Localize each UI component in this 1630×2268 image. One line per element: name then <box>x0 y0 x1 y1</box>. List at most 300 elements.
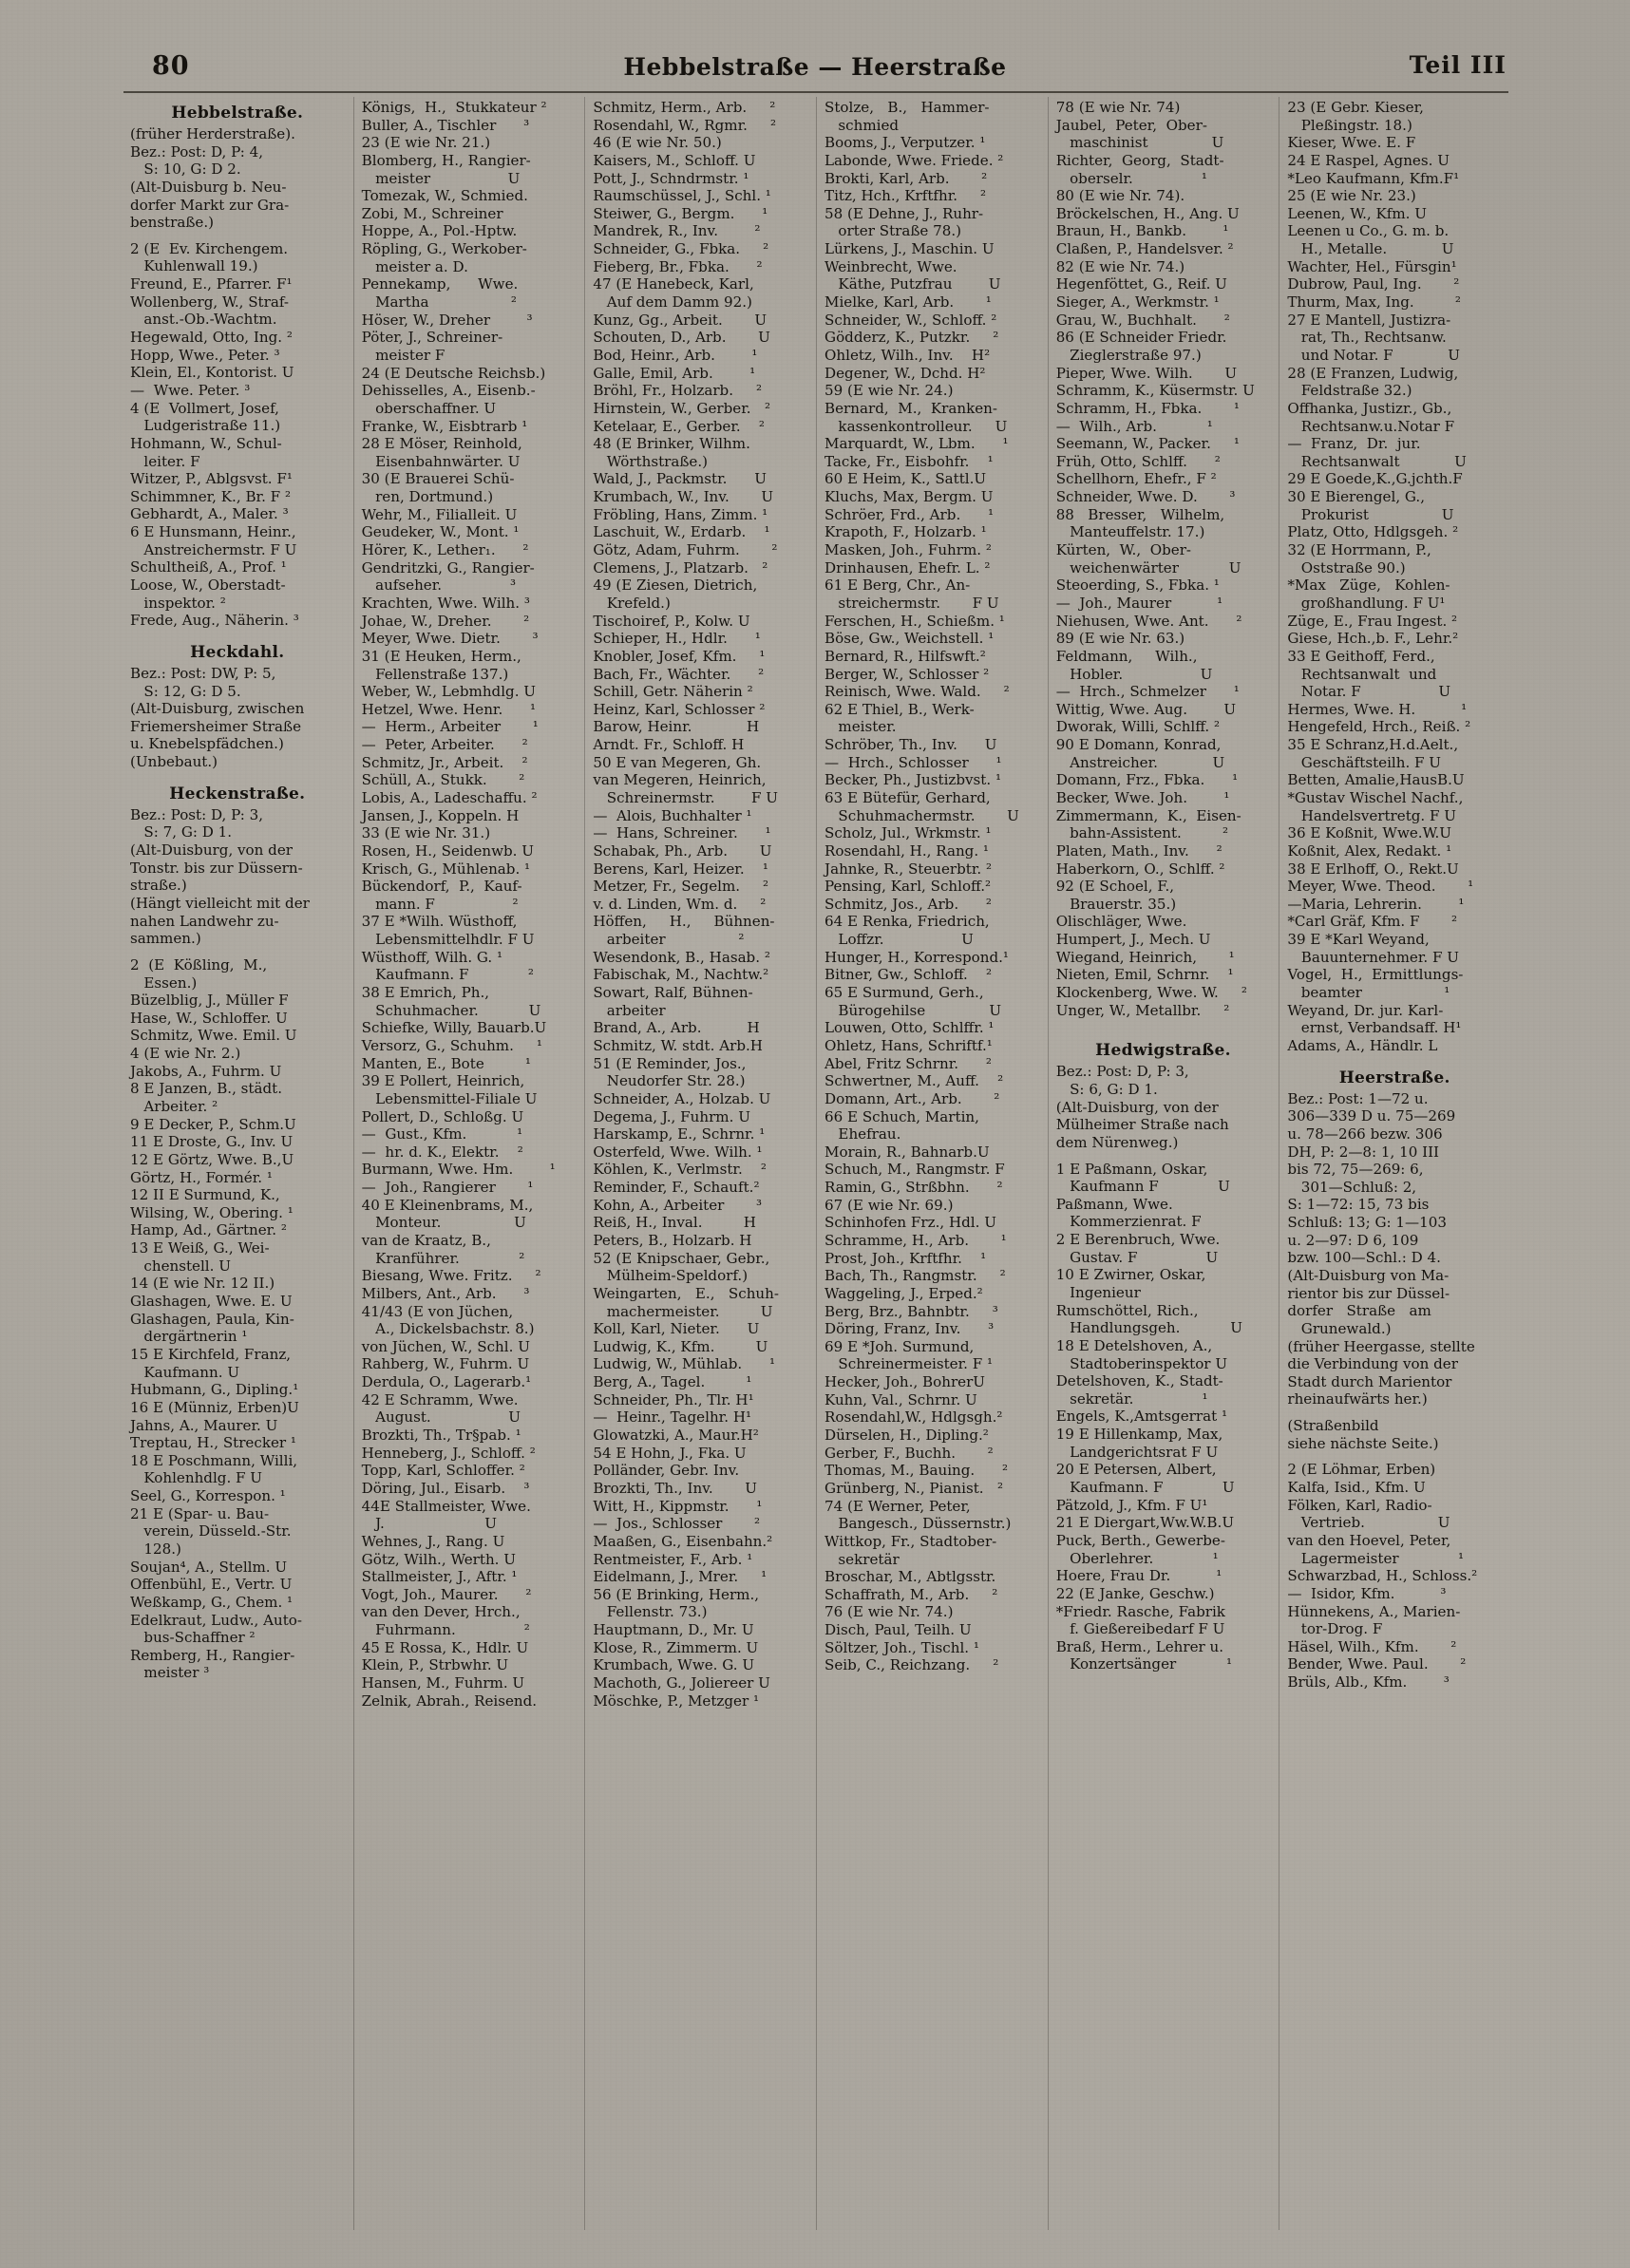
directory-entry: Röpling, G., Werkober- <box>361 240 527 258</box>
directory-entry: van de Kraatz, B., <box>361 1232 491 1249</box>
spacer <box>130 948 345 956</box>
directory-entry: Bauunternehmer. F U <box>1287 948 1459 966</box>
directory-entry: Geudeker, W., Mont. ¹ <box>361 523 520 541</box>
directory-entry: Giese, Hch.,b. F., Lehr.² <box>1287 630 1459 648</box>
directory-entry: Brokti, Karl, Arb. ² <box>824 169 988 187</box>
directory-entry: 50 E van Megeren, Gh. <box>593 753 762 771</box>
directory-entry: 4 (E Vollmert, Josef, <box>130 399 279 417</box>
directory-entry: Lebensmittelhdlr. F U <box>361 931 535 949</box>
directory-column <box>1279 99 1510 2230</box>
directory-entry: Wittig, Wwe. Aug. U <box>1055 700 1237 718</box>
directory-entry: großhandlung. F U¹ <box>1287 594 1446 612</box>
directory-entry: Vertrieb. U <box>1287 1514 1450 1532</box>
directory-entry: Wachter, Hel., Fürsgin¹ <box>1287 257 1457 275</box>
directory-entry: Jaubel, Peter, Ober- <box>1055 116 1207 134</box>
directory-entry: Wiegand, Heinrich, ¹ <box>1055 948 1235 966</box>
directory-entry: streichermstr. F U <box>824 594 999 612</box>
spacer <box>130 630 345 638</box>
directory-entry: anst.-Ob.-Wachtm. <box>130 311 277 329</box>
directory-entry: Betten, Amalie,HausB.U <box>1287 771 1465 789</box>
page-number-left: 80 <box>152 51 190 81</box>
directory-entry: Hopp, Wwe., Peter. ³ <box>130 346 280 364</box>
directory-entry: Detelshoven, K., Stadt- <box>1055 1372 1223 1390</box>
directory-entry: Prokurist U <box>1287 505 1454 523</box>
directory-entry: Bröhl, Fr., Holzarb. ² <box>593 382 763 400</box>
directory-entry: Früh, Otto, Schlff. ² <box>1055 452 1221 470</box>
directory-entry: Osterfeld, Wwe. Wilh. ¹ <box>593 1143 763 1161</box>
directory-entry: Schramm, K., Küsermstr. U <box>1055 382 1255 400</box>
directory-entry: Peters, B., Holzarb. H <box>593 1232 752 1249</box>
directory-column <box>584 99 816 2230</box>
directory-entry: dem Nürenweg.) <box>1055 1133 1179 1151</box>
directory-entry: Gödderz, K., Putzkr. ² <box>824 329 999 347</box>
directory-entry: Maaßen, G., Eisenbahn.² <box>593 1532 773 1550</box>
directory-entry: Schaffrath, M., Arb. ² <box>824 1585 998 1603</box>
directory-entry: Handlungsgeh. U <box>1055 1319 1242 1337</box>
directory-entry: sekretär <box>824 1550 900 1568</box>
spacer <box>1287 1408 1502 1417</box>
directory-entry: Weingarten, E., Schuh- <box>593 1284 779 1302</box>
directory-entry: Manteuffelstr. 17.) <box>1055 523 1205 541</box>
directory-entry: Hamp, Ad., Gärtner. ² <box>130 1221 287 1239</box>
directory-entry: H., Metalle. U <box>1287 240 1454 258</box>
directory-entry: Glowatzki, A., Maur.H² <box>593 1427 759 1445</box>
directory-entry: 15 E Kirchfeld, Franz, <box>130 1345 292 1363</box>
directory-entry: Kuhlenwall 19.) <box>130 257 258 275</box>
directory-entry: Waggeling, J., Erped.² <box>824 1284 983 1302</box>
directory-entry: inspektor. ² <box>130 594 226 612</box>
directory-entry: 51 (E Reminder, Jos., <box>593 1054 747 1072</box>
directory-entry: 58 (E Dehne, J., Ruhr- <box>824 204 984 222</box>
directory-entry: Mülheim-Speldorf.) <box>593 1267 749 1285</box>
directory-entry: (Alt-Duisburg b. Neu- <box>130 178 287 196</box>
directory-column <box>122 99 353 2230</box>
directory-entry: 47 (E Hanebeck, Karl, <box>593 275 754 293</box>
directory-entry: — Wwe. Peter. ³ <box>130 381 251 399</box>
directory-entry: Remberg, H., Rangier- <box>130 1646 295 1664</box>
directory-entry: und Notar. F U <box>1287 346 1460 364</box>
directory-entry: bis 72, 75—269: 6, <box>1287 1161 1424 1179</box>
directory-entry: (Alt-Duisburg, von der <box>130 841 293 860</box>
directory-entry: Schluß: 13; G: 1—103 <box>1287 1214 1447 1232</box>
directory-entry: Rechtsanw.u.Notar F <box>1287 417 1455 435</box>
directory-entry: Pleßingstr. 18.) <box>1287 116 1412 134</box>
directory-entry: Tacke, Fr., Eisbohfr. ¹ <box>824 452 994 470</box>
directory-entry: (Hängt vielleicht mit der <box>130 894 310 912</box>
directory-entry: Kaufmann F U <box>1055 1178 1230 1196</box>
directory-entry: Schneider, Wwe. D. ³ <box>1055 488 1236 506</box>
directory-entry: Soujan⁴, A., Stellm. U <box>130 1558 288 1576</box>
directory-entry: Ramin, G., Strßbhn. ² <box>824 1179 1003 1197</box>
directory-entry: 38 E Emrich, Ph., <box>361 984 490 1002</box>
directory-entry: Böse, Gw., Weichstell. ¹ <box>824 630 995 648</box>
directory-entry: Haberkorn, O., Schlff. ² <box>1055 860 1225 878</box>
directory-entry: Claßen, P., Handelsver. ² <box>1055 240 1234 258</box>
directory-entry: meister F <box>361 346 445 364</box>
directory-entry: Wehr, M., Filialleit. U <box>361 505 518 523</box>
directory-entry: Gebhardt, A., Maler. ³ <box>130 505 289 523</box>
directory-entry: Bod, Heinr., Arb. ¹ <box>593 346 758 364</box>
directory-entry: Vogt, Joh., Maurer. ² <box>361 1585 532 1603</box>
directory-entry: 90 E Domann, Konrad, <box>1055 736 1222 754</box>
directory-entry: Krisch, G., Mühlenab. ¹ <box>361 860 531 878</box>
directory-entry: Grünberg, N., Pianist. ² <box>824 1479 1004 1497</box>
directory-entry: Bach, Fr., Wächter. ² <box>593 665 765 683</box>
directory-entry: Rosendahl, H., Rang. ¹ <box>824 841 989 860</box>
directory-entry: 29 E Goede,K.,G.jchth.F <box>1287 470 1463 488</box>
directory-entry: Berger, W., Schlosser ² <box>824 665 990 683</box>
directory-entry: — Herm., Arbeiter ¹ <box>361 718 539 736</box>
directory-entry: *Gustav Wischel Nachf., <box>1287 788 1464 806</box>
directory-entry: Becker, Wwe. Joh. ¹ <box>1055 788 1230 806</box>
directory-entry: Schouten, D., Arb. U <box>593 329 770 347</box>
directory-entry: Ferschen, H., Schießm. ¹ <box>824 612 1005 630</box>
directory-entry: bahn-Assistent. ² <box>1055 824 1229 842</box>
directory-entry: Thomas, M., Bauing. ² <box>824 1462 1009 1480</box>
directory-entry: Tomezak, W., Schmied. <box>361 187 528 205</box>
header-rule <box>123 91 1508 93</box>
directory-entry: meister ³ <box>130 1664 210 1682</box>
directory-entry: Eidelmann, J., Mrer. ¹ <box>593 1568 768 1586</box>
directory-entry: Bückendorf, P., Kauf- <box>361 878 522 896</box>
directory-entry: Jahns, A., Maurer. U <box>130 1416 278 1434</box>
street-heading: Hedwigstraße. <box>1095 1041 1231 1061</box>
directory-entry: Machoth, G., Joliereer U <box>593 1674 770 1692</box>
directory-entry: 60 E Heim, K., Sattl.U <box>824 470 987 488</box>
directory-entry: Freund, E., Pfarrer. F¹ <box>130 275 293 293</box>
directory-entry: Höffen, H., Bühnen- <box>593 913 775 931</box>
directory-entry: 30 (E Brauerei Schü- <box>361 470 515 488</box>
directory-entry: Hengefeld, Hrch., Reiß. ² <box>1287 718 1471 736</box>
directory-entry: 28 (E Franzen, Ludwig, <box>1287 364 1459 382</box>
directory-entry: Brauerstr. 35.) <box>1055 895 1177 913</box>
directory-entry: 61 E Berg, Chr., An- <box>824 576 971 595</box>
directory-entry: 2 (E Kößling, M., <box>130 955 268 973</box>
directory-entry: Masken, Joh., Fuhrm. ² <box>824 541 992 559</box>
directory-entry: Prost, Joh., Krftfhr. ¹ <box>824 1249 987 1267</box>
directory-entry: Vogel, H., Ermittlungs- <box>1287 966 1464 984</box>
directory-entry: Döring, Franz, Inv. ³ <box>824 1320 995 1338</box>
directory-entry: Pollert, D., Schloßg. U <box>361 1107 524 1125</box>
directory-entry: Gerber, F., Buchh. ² <box>824 1444 994 1462</box>
directory-entry: 2 (E Löhmar, Erben) <box>1287 1461 1436 1479</box>
directory-entry: Käthe, Putzfrau U <box>824 275 1001 293</box>
directory-entry: Kohn, A., Arbeiter ³ <box>593 1196 763 1214</box>
directory-entry: Köhlen, K., Verlmstr. ² <box>593 1161 767 1179</box>
directory-entry: Schneider, A., Holzab. U <box>593 1089 771 1107</box>
directory-entry: Rosendahl,W., Hdlgsgh.² <box>824 1408 1003 1427</box>
directory-entry: Fabischak, M., Nachtw.² <box>593 966 769 984</box>
directory-entry: Handelsvertretg. F U <box>1287 806 1457 824</box>
directory-entry: Götz, Adam, Fuhrm. ² <box>593 541 778 559</box>
directory-entry: Witzer, P., Ablgsvst. F¹ <box>130 470 293 488</box>
directory-entry: Hörer, K., Lether₁. ² <box>361 541 529 559</box>
directory-entry: Kluchs, Max, Bergm. U <box>824 488 994 506</box>
directory-entry: (Alt-Duisburg von Ma- <box>1287 1266 1450 1284</box>
directory-entry: v. d. Linden, Wm. d. ² <box>593 895 767 913</box>
directory-entry: Gustav. F U <box>1055 1248 1219 1266</box>
directory-entry: Züge, E., Frau Ingest. ² <box>1287 612 1458 630</box>
directory-entry: Dworak, Willi, Schlff. ² <box>1055 718 1221 736</box>
directory-entry: bzw. 100—Schl.: D 4. <box>1287 1249 1441 1267</box>
directory-entry: Häsel, Wilh., Kfm. ² <box>1287 1637 1457 1655</box>
directory-entry: kassenkontrolleur. U <box>824 417 1008 435</box>
directory-entry: Harskamp, E., Schrnr. ¹ <box>593 1125 766 1143</box>
directory-entry: Jakobs, A., Fuhrm. U <box>130 1062 282 1080</box>
directory-entry: 12 E Görtz, Wwe. B.,U <box>130 1150 294 1168</box>
directory-entry: Bitner, Gw., Schloff. ² <box>824 966 993 984</box>
directory-entry: Hunger, H., Korrespond.¹ <box>824 948 1009 966</box>
directory-entry: Rumschöttel, Rich., <box>1055 1301 1199 1319</box>
directory-entry: 59 (E wie Nr. 24.) <box>824 382 954 400</box>
directory-entry: 31 (E Heuken, Herm., <box>361 647 521 665</box>
directory-entry: — Isidor, Kfm. ³ <box>1287 1584 1447 1602</box>
directory-entry: Johae, W., Dreher. ² <box>361 612 530 630</box>
directory-entry: Koßnit, Alex, Redakt. ¹ <box>1287 841 1452 860</box>
directory-entry: machermeister. U <box>593 1302 773 1320</box>
directory-entry: Lagermeister ¹ <box>1287 1549 1465 1567</box>
directory-entry: Wald, J., Packmstr. U <box>593 470 767 488</box>
directory-entry: 89 (E wie Nr. 63.) <box>1055 630 1185 648</box>
directory-entry: —Maria, Lehrerin. ¹ <box>1287 895 1465 913</box>
directory-entry: Schreinermstr. F U <box>593 788 778 806</box>
directory-entry: Buller, A., Tischler ³ <box>361 116 530 134</box>
directory-entry: Fellenstraße 137.) <box>361 665 509 683</box>
directory-entry: Kaisers, M., Schloff. U <box>593 151 756 169</box>
directory-entry: Schieper, H., Hdlr. ¹ <box>593 630 761 648</box>
directory-entry: Thurm, Max, Ing. ² <box>1287 293 1461 312</box>
directory-entry: Leenen u Co., G. m. b. <box>1287 222 1450 240</box>
directory-entry: 56 (E Brinking, Herm., <box>593 1585 760 1603</box>
directory-entry: Zobi, M., Schreiner <box>361 204 503 222</box>
directory-entry: 48 (E Brinker, Wilhm. <box>593 435 750 453</box>
directory-entry: Schüll, A., Stukk. ² <box>361 771 525 789</box>
directory-entry: Humpert, J., Mech. U <box>1055 931 1211 949</box>
directory-entry: straße.) <box>130 877 187 895</box>
directory-entry: Louwen, Otto, Schlffr. ¹ <box>824 1019 995 1037</box>
directory-entry: 23 (E wie Nr. 21.) <box>361 134 491 152</box>
directory-entry: Pöter, J., Schreiner- <box>361 329 503 347</box>
directory-entry: Hoppe, A., Pol.-Hptw. <box>361 222 518 240</box>
directory-entry: Scholz, Jul., Wrkmstr. ¹ <box>824 824 992 842</box>
directory-entry: 46 (E wie Nr. 50.) <box>593 134 722 152</box>
directory-entry: 80 (E wie Nr. 74). <box>1055 187 1185 205</box>
directory-entry: 41/43 (E von Jüchen, <box>361 1302 514 1320</box>
directory-entry: 42 E Schramm, Wwe. <box>361 1390 519 1408</box>
directory-entry: (früher Herderstraße). <box>130 124 295 142</box>
directory-entry: 306—339 D u. 75—269 <box>1287 1107 1456 1125</box>
directory-entry: Milbers, Ant., Arb. ³ <box>361 1284 530 1302</box>
directory-entry: — Wilh., Arb. ¹ <box>1055 417 1213 435</box>
directory-entry: — Alois, Buchhalter ¹ <box>593 806 752 824</box>
directory-entry: ernst, Verbandsaff. H¹ <box>1287 1019 1462 1037</box>
directory-entry: 63 E Bütefür, Gerhard, <box>824 788 991 806</box>
directory-entry: Platz, Otto, Hdlgsgeh. ² <box>1287 523 1459 541</box>
directory-entry: aufseher. ³ <box>361 576 517 595</box>
directory-entry: Klein, El., Kontorist. U <box>130 364 294 382</box>
directory-entry: Rosen, H., Seidenwb. U <box>361 841 534 860</box>
directory-entry: Krapoth, F., Holzarb. ¹ <box>824 523 987 541</box>
directory-entry: (Alt-Duisburg, zwischen <box>130 700 305 718</box>
directory-entry: Bröckelschen, H., Ang. U <box>1055 204 1240 222</box>
directory-entry: verein, Düsseld.-Str. <box>130 1522 292 1540</box>
directory-entry: — Hrch., Schmelzer ¹ <box>1055 683 1240 701</box>
directory-entry: Kuhn, Val., Schrnr. U <box>824 1390 977 1408</box>
directory-entry: S: 1—72: 15, 73 bis <box>1287 1196 1430 1214</box>
directory-entry: benstraße.) <box>130 214 215 232</box>
directory-entry: Brozkti, Th., Inv. U <box>593 1479 758 1497</box>
directory-entry: Schröber, Th., Inv. U <box>824 736 997 754</box>
directory-entry: Krumbach, Wwe. G. U <box>593 1656 755 1674</box>
directory-entry: Wollenberg, W., Straf- <box>130 293 289 311</box>
directory-entry: Becker, Ph., Justizbvst. ¹ <box>824 771 1002 789</box>
directory-entry: Meyer, Wwe. Theod. ¹ <box>1287 878 1474 896</box>
spacer <box>130 232 345 240</box>
directory-entry: Morain, R., Bahnarb.U <box>824 1143 990 1161</box>
directory-entry: Pott, J., Schndrmstr. ¹ <box>593 169 749 187</box>
directory-entry: Königs, H., Stukkateur ² <box>361 99 547 116</box>
directory-entry: Schellhorn, Ehefr., F ² <box>1055 470 1217 488</box>
directory-entry: Hobler. U <box>1055 665 1213 683</box>
directory-columns <box>122 99 1510 2230</box>
spacer <box>1287 1055 1502 1064</box>
directory-entry: S: 10, G: D 2. <box>130 161 241 179</box>
directory-entry: Treptau, H., Strecker ¹ <box>130 1434 296 1452</box>
directory-entry: Mülheimer Straße nach <box>1055 1116 1229 1134</box>
directory-entry: van Megeren, Heinrich, <box>593 771 767 789</box>
directory-entry: Schill, Getr. Näherin ² <box>593 683 753 701</box>
directory-entry: ren, Dortmund.) <box>361 488 494 506</box>
directory-entry: Hecker, Joh., BohrerU <box>824 1373 986 1391</box>
directory-entry: siehe nächste Seite.) <box>1287 1434 1439 1452</box>
directory-entry: — Peter, Arbeiter. ² <box>361 736 528 754</box>
directory-entry: Burmann, Wwe. Hm. ¹ <box>361 1161 556 1179</box>
directory-entry: Kaufmann. F U <box>1055 1479 1235 1497</box>
directory-entry: Hegewald, Otto, Ing. ² <box>130 329 293 347</box>
directory-entry: 35 E Schranz,H.d.Aelt., <box>1287 736 1459 754</box>
directory-entry: Grunewald.) <box>1287 1319 1392 1337</box>
directory-entry: Pätzold, J., Kfm. F U¹ <box>1055 1496 1208 1514</box>
directory-entry: Feldmann, Wilh., <box>1055 647 1198 665</box>
directory-entry: beamter ¹ <box>1287 984 1450 1002</box>
directory-entry: Zelnik, Abrah., Reisend. <box>361 1692 538 1710</box>
directory-entry: 38 E Erlhoff, O., Rekt.U <box>1287 860 1459 878</box>
directory-entry: Degema, J., Fuhrm. U <box>593 1107 750 1125</box>
volume-part-label: Teil III <box>1409 51 1507 79</box>
directory-entry: — hr. d. K., Elektr. ² <box>361 1143 523 1161</box>
directory-entry: Brand, A., Arb. H <box>593 1019 760 1037</box>
running-title: Hebbelstraße — Heerstraße <box>623 53 1007 81</box>
directory-entry: *Friedr. Rasche, Fabrik <box>1055 1602 1225 1620</box>
directory-entry: 74 (E Werner, Peter, <box>824 1497 971 1515</box>
directory-entry: Oberlehrer. ¹ <box>1055 1549 1219 1567</box>
directory-entry: 18 E Detelshoven, A., <box>1055 1336 1213 1354</box>
directory-entry: Monteur. U <box>361 1214 526 1232</box>
directory-entry: Anstreichermstr. F U <box>130 540 297 558</box>
directory-entry: Adams, A., Händlr. L <box>1287 1036 1438 1054</box>
directory-entry: Hubmann, G., Dipling.¹ <box>130 1381 299 1399</box>
directory-entry: oberschaffner. U <box>361 399 497 417</box>
directory-entry: 37 E *Wilh. Wüsthoff, <box>361 913 518 931</box>
directory-entry: *Max Züge, Kohlen- <box>1287 576 1450 595</box>
directory-entry: Lebensmittel-Filiale U <box>361 1089 538 1107</box>
directory-entry: 301—Schluß: 2, <box>1287 1178 1417 1196</box>
directory-entry: f. Gießereibedarf F U <box>1055 1620 1225 1638</box>
street-heading: Heckenstraße. <box>169 784 306 803</box>
directory-entry: Ehefrau. <box>824 1125 901 1143</box>
directory-entry: Hase, W., Schloffer. U <box>130 1009 288 1027</box>
directory-entry: oberselr. ¹ <box>1055 169 1207 187</box>
directory-entry: Berg, A., Tagel. ¹ <box>593 1373 752 1391</box>
directory-entry: Kohlenhdlg. F U <box>130 1469 263 1487</box>
directory-entry: Pensing, Karl, Schloff.² <box>824 878 992 896</box>
directory-entry: Anstreicher. U <box>1055 753 1225 771</box>
street-heading: Heckdahl. <box>190 642 285 662</box>
directory-entry: Wehnes, J., Rang. U <box>361 1532 505 1550</box>
directory-entry: Fellenstr. 73.) <box>593 1603 708 1621</box>
directory-entry: Offhanka, Justizr., Gb., <box>1287 399 1452 417</box>
directory-entry: weichenwärter U <box>1055 558 1241 576</box>
directory-entry: Metzer, Fr., Segelm. ² <box>593 878 769 896</box>
directory-entry: Weinbrecht, Wwe. <box>824 257 957 275</box>
directory-entry: S: 12, G: D 5. <box>130 682 241 700</box>
directory-entry: Manten, E., Bote ¹ <box>361 1054 531 1072</box>
directory-entry: Kommerzienrat. F <box>1055 1213 1202 1231</box>
directory-entry: dorfer Markt zur Gra- <box>130 196 290 214</box>
directory-entry: Stadt durch Marientor <box>1287 1372 1452 1390</box>
directory-entry: 2 E Berenbruch, Wwe. <box>1055 1231 1221 1249</box>
directory-entry: 12 II E Surmund, K., <box>130 1186 280 1204</box>
directory-entry: — Hans, Schreiner. ¹ <box>593 824 771 842</box>
directory-entry: S: 7, G: D 1. <box>130 823 233 841</box>
directory-entry: Krachten, Wwe. Wilh. ³ <box>361 594 530 612</box>
directory-entry: chenstell. U <box>130 1257 231 1275</box>
directory-entry: Loffzr. U <box>824 931 974 949</box>
directory-entry: Wüsthoff, Wilh. G. ¹ <box>361 948 503 966</box>
directory-entry: Wesendonk, B., Hasab. ² <box>593 948 770 966</box>
directory-entry: Schmitz, Jos., Arb. ² <box>824 895 992 913</box>
directory-entry: Friemersheimer Straße <box>130 717 302 735</box>
directory-entry: Wörthstraße.) <box>593 452 709 470</box>
directory-entry: 21 E (Spar- u. Bau- <box>130 1504 270 1522</box>
directory-entry: Söltzer, Joh., Tischl. ¹ <box>824 1638 979 1656</box>
directory-entry: 82 (E wie Nr. 74.) <box>1055 257 1185 275</box>
directory-entry: Rosendahl, W., Rgmr. ² <box>593 116 777 134</box>
directory-entry: Koll, Karl, Nieter. U <box>593 1320 760 1338</box>
directory-entry: Schramm, H., Fbka. ¹ <box>1055 399 1240 417</box>
directory-entry: meister U <box>361 169 521 187</box>
directory-entry: Fröbling, Hans, Zimm. ¹ <box>593 505 768 523</box>
directory-entry: arbeiter ² <box>593 931 745 949</box>
directory-entry: Feldstraße 32.) <box>1287 382 1412 400</box>
directory-entry: u. 78—266 bezw. 306 <box>1287 1125 1443 1143</box>
directory-entry: meister. <box>824 718 897 736</box>
spacer <box>1056 1019 1271 1028</box>
directory-entry: Schwarzbad, H., Schloss.² <box>1287 1567 1478 1585</box>
directory-entry: Dürselen, H., Dipling.² <box>824 1427 989 1445</box>
directory-entry: 88 Bresser, Wilhelm, <box>1055 505 1225 523</box>
directory-entry: Schmitz, W. stdt. Arb.H <box>593 1036 763 1054</box>
directory-entry: Marquardt, W., Lbm. ¹ <box>824 435 1009 453</box>
directory-entry: Kalfa, Isid., Kfm. U <box>1287 1479 1426 1497</box>
directory-entry: Reminder, F., Schauft.² <box>593 1179 760 1197</box>
directory-entry: Bernard, M., Kranken- <box>824 399 998 417</box>
directory-entry: Derdula, O., Lagerarb.¹ <box>361 1373 532 1391</box>
directory-entry: 45 E Rossa, K., Hdlr. U <box>361 1638 529 1656</box>
directory-entry: nahen Landwehr zu- <box>130 912 279 930</box>
directory-entry: 4 (E wie Nr. 2.) <box>130 1045 241 1063</box>
street-heading: Hebbelstraße. <box>171 104 304 123</box>
